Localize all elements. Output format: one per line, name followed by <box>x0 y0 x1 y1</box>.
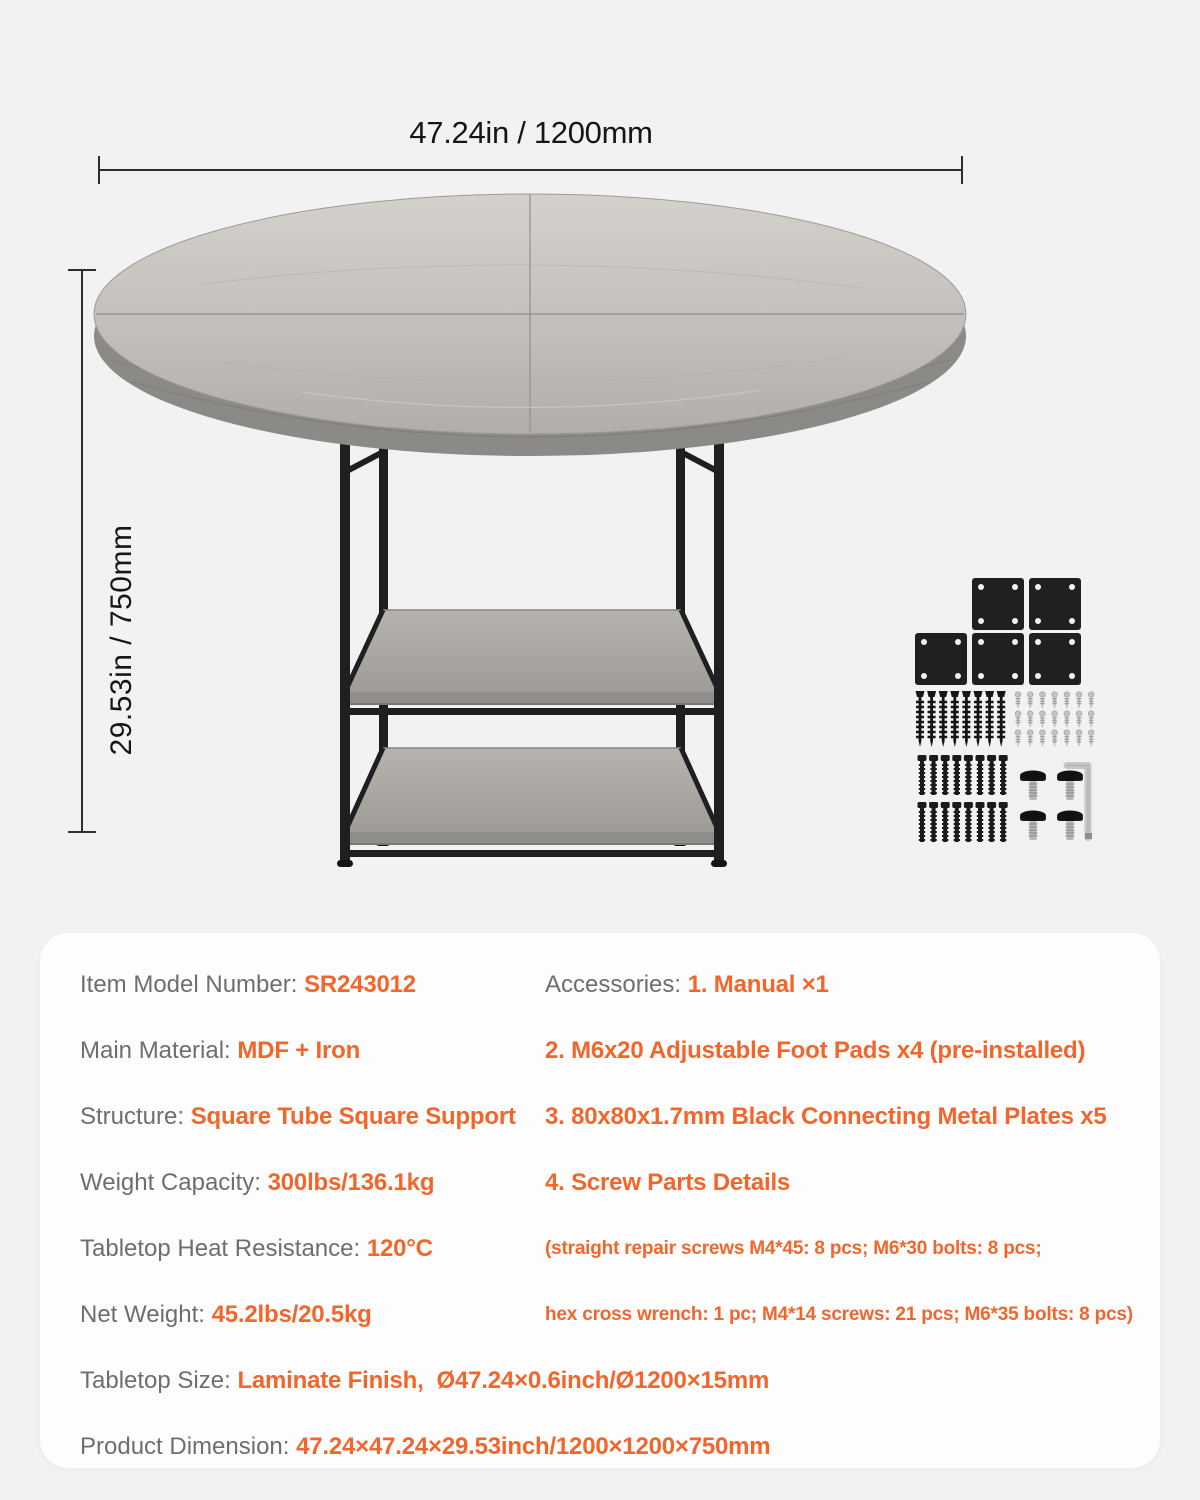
bolts-row1-group <box>918 755 1008 795</box>
width-dimension-line <box>99 169 963 171</box>
width-dimension-label: 47.24in / 1200mm <box>409 115 653 150</box>
spec-value: SR243012 <box>304 971 416 998</box>
spec-row-accessory-screw-parts <box>545 1165 790 1201</box>
foot-pads-group <box>1020 771 1083 841</box>
width-dimension-tick-right <box>961 156 963 184</box>
width-dimension-tick-left <box>98 156 100 184</box>
spec-value: (straight repair screws M4*45: 8 pcs; M6*30 bolts: 8 pcs; <box>545 1238 1042 1259</box>
bolts-row2-group <box>918 802 1008 842</box>
spec-panel <box>40 933 1160 1468</box>
spec-row-screw-details-line2 <box>545 1297 1133 1333</box>
spec-label: Weight Capacity: <box>80 1169 268 1196</box>
spec-row-net-weight <box>80 1297 372 1333</box>
metal-plates-top-row <box>972 578 1081 630</box>
spec-row-accessory-metal-plates <box>545 1099 1107 1135</box>
spec-label: Main Material: <box>80 1037 238 1064</box>
height-dimension-label: 29.53in / 750mm <box>105 524 138 756</box>
spec-row-main-material <box>80 1033 360 1069</box>
spec-value: Square Tube Square Support <box>190 1103 516 1130</box>
spec-row-weight-capacity <box>80 1165 434 1201</box>
spec-label: Accessories: <box>545 971 688 998</box>
spec-row-accessories <box>545 967 829 1003</box>
spec-value: 300lbs/136.1kg <box>267 1169 435 1196</box>
spec-value: 1. Manual ×1 <box>687 971 829 998</box>
spec-value: 45.2lbs/20.5kg <box>211 1301 372 1328</box>
spec-label: Item Model Number: <box>80 971 305 998</box>
spec-value: 3. 80x80x1.7mm Black Connecting Metal Plates x5 <box>545 1103 1107 1130</box>
spec-value: Laminate Finish, Ø47.24×0.6inch/Ø1200×15mm <box>237 1367 770 1394</box>
spec-row-tabletop-size <box>80 1363 769 1399</box>
spec-label: Tabletop Heat Resistance: <box>80 1235 367 1262</box>
spec-row-heat-resistance <box>80 1231 433 1267</box>
tabletop <box>94 194 966 456</box>
spec-value: hex cross wrench: 1 pc; M4*14 screws: 21 pcs; M6*35 bolts: 8 pcs) <box>545 1304 1133 1325</box>
metal-plates-bottom-row <box>915 633 1081 685</box>
spec-row-structure <box>80 1099 516 1135</box>
middle-shelf <box>340 610 724 715</box>
spec-label: Product Dimension: <box>80 1433 297 1460</box>
bottom-shelf <box>340 748 724 857</box>
spec-value: MDF + Iron <box>237 1037 361 1064</box>
spec-row-product-dimension <box>80 1429 770 1465</box>
spec-value: 47.24×47.24×29.53inch/1200×1200×750mm <box>296 1433 771 1460</box>
spec-label: Net Weight: <box>80 1301 212 1328</box>
wood-screws-group <box>916 691 1006 747</box>
spec-label: Tabletop Size: <box>80 1367 238 1394</box>
spec-value: 4. Screw Parts Details <box>545 1169 791 1196</box>
table-illustration <box>92 192 972 872</box>
spec-value: 120°C <box>366 1235 433 1262</box>
small-screws-group <box>1015 692 1094 747</box>
spec-value: 2. M6x20 Adjustable Foot Pads x4 (pre-installed) <box>545 1037 1086 1064</box>
height-dimension-line <box>81 270 83 833</box>
spec-label: Structure: <box>80 1103 191 1130</box>
hardware-kit-illustration <box>895 565 1105 855</box>
spec-row-screw-details-line1 <box>545 1231 1042 1267</box>
spec-row-accessory-foot-pads <box>545 1033 1085 1069</box>
spec-row-item-model-number <box>80 967 416 1003</box>
